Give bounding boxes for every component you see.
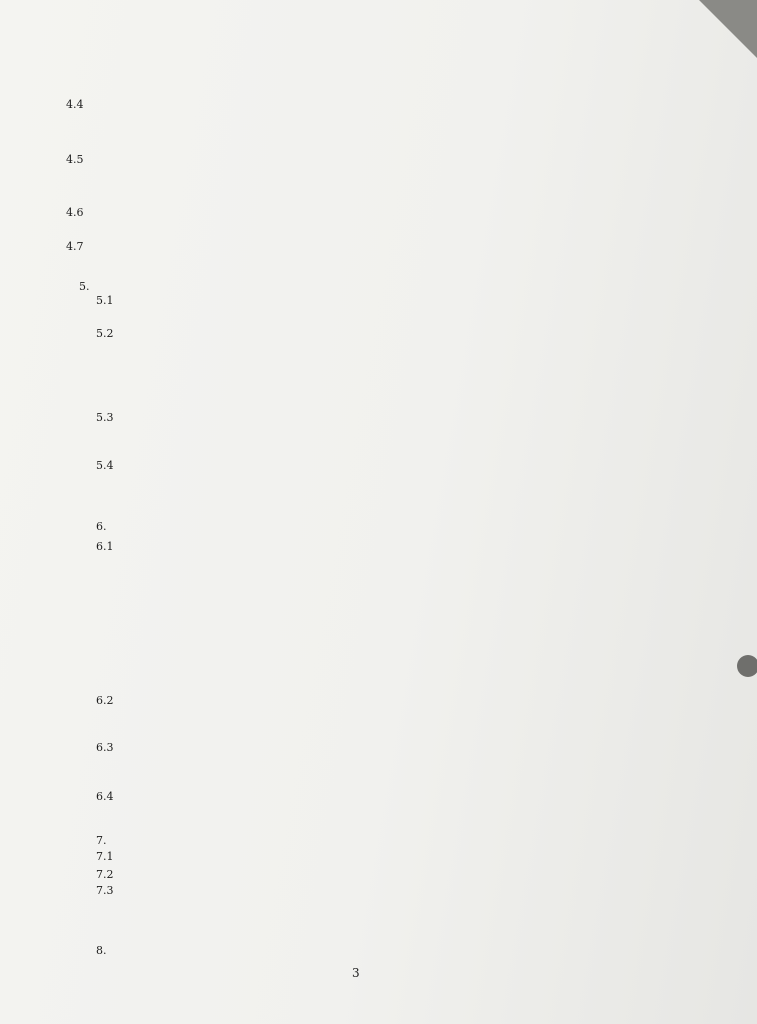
punch-hole [737, 655, 757, 677]
section-number: 7. [96, 834, 107, 847]
section-number: 5. [79, 280, 90, 293]
section-number: 8. [96, 944, 107, 957]
section-number: 6. [96, 520, 107, 533]
section-number: 5.3 [96, 411, 114, 424]
section-number: 4.4 [66, 98, 84, 111]
section-number: 6.1 [96, 540, 114, 553]
section-number: 4.7 [66, 240, 84, 253]
section-number: 5.1 [96, 294, 114, 307]
page-number: 3 [352, 966, 360, 980]
section-number: 5.2 [96, 327, 114, 340]
section-number: 7.2 [96, 868, 114, 881]
section-number: 6.3 [96, 741, 114, 754]
section-number: 6.4 [96, 790, 114, 803]
section-number: 6.2 [96, 694, 114, 707]
section-number: 4.5 [66, 153, 84, 166]
section-number: 5.4 [96, 459, 114, 472]
section-number: 7.3 [96, 884, 114, 897]
section-number: 7.1 [96, 850, 114, 863]
folded-corner [699, 0, 757, 58]
section-number: 4.6 [66, 206, 84, 219]
